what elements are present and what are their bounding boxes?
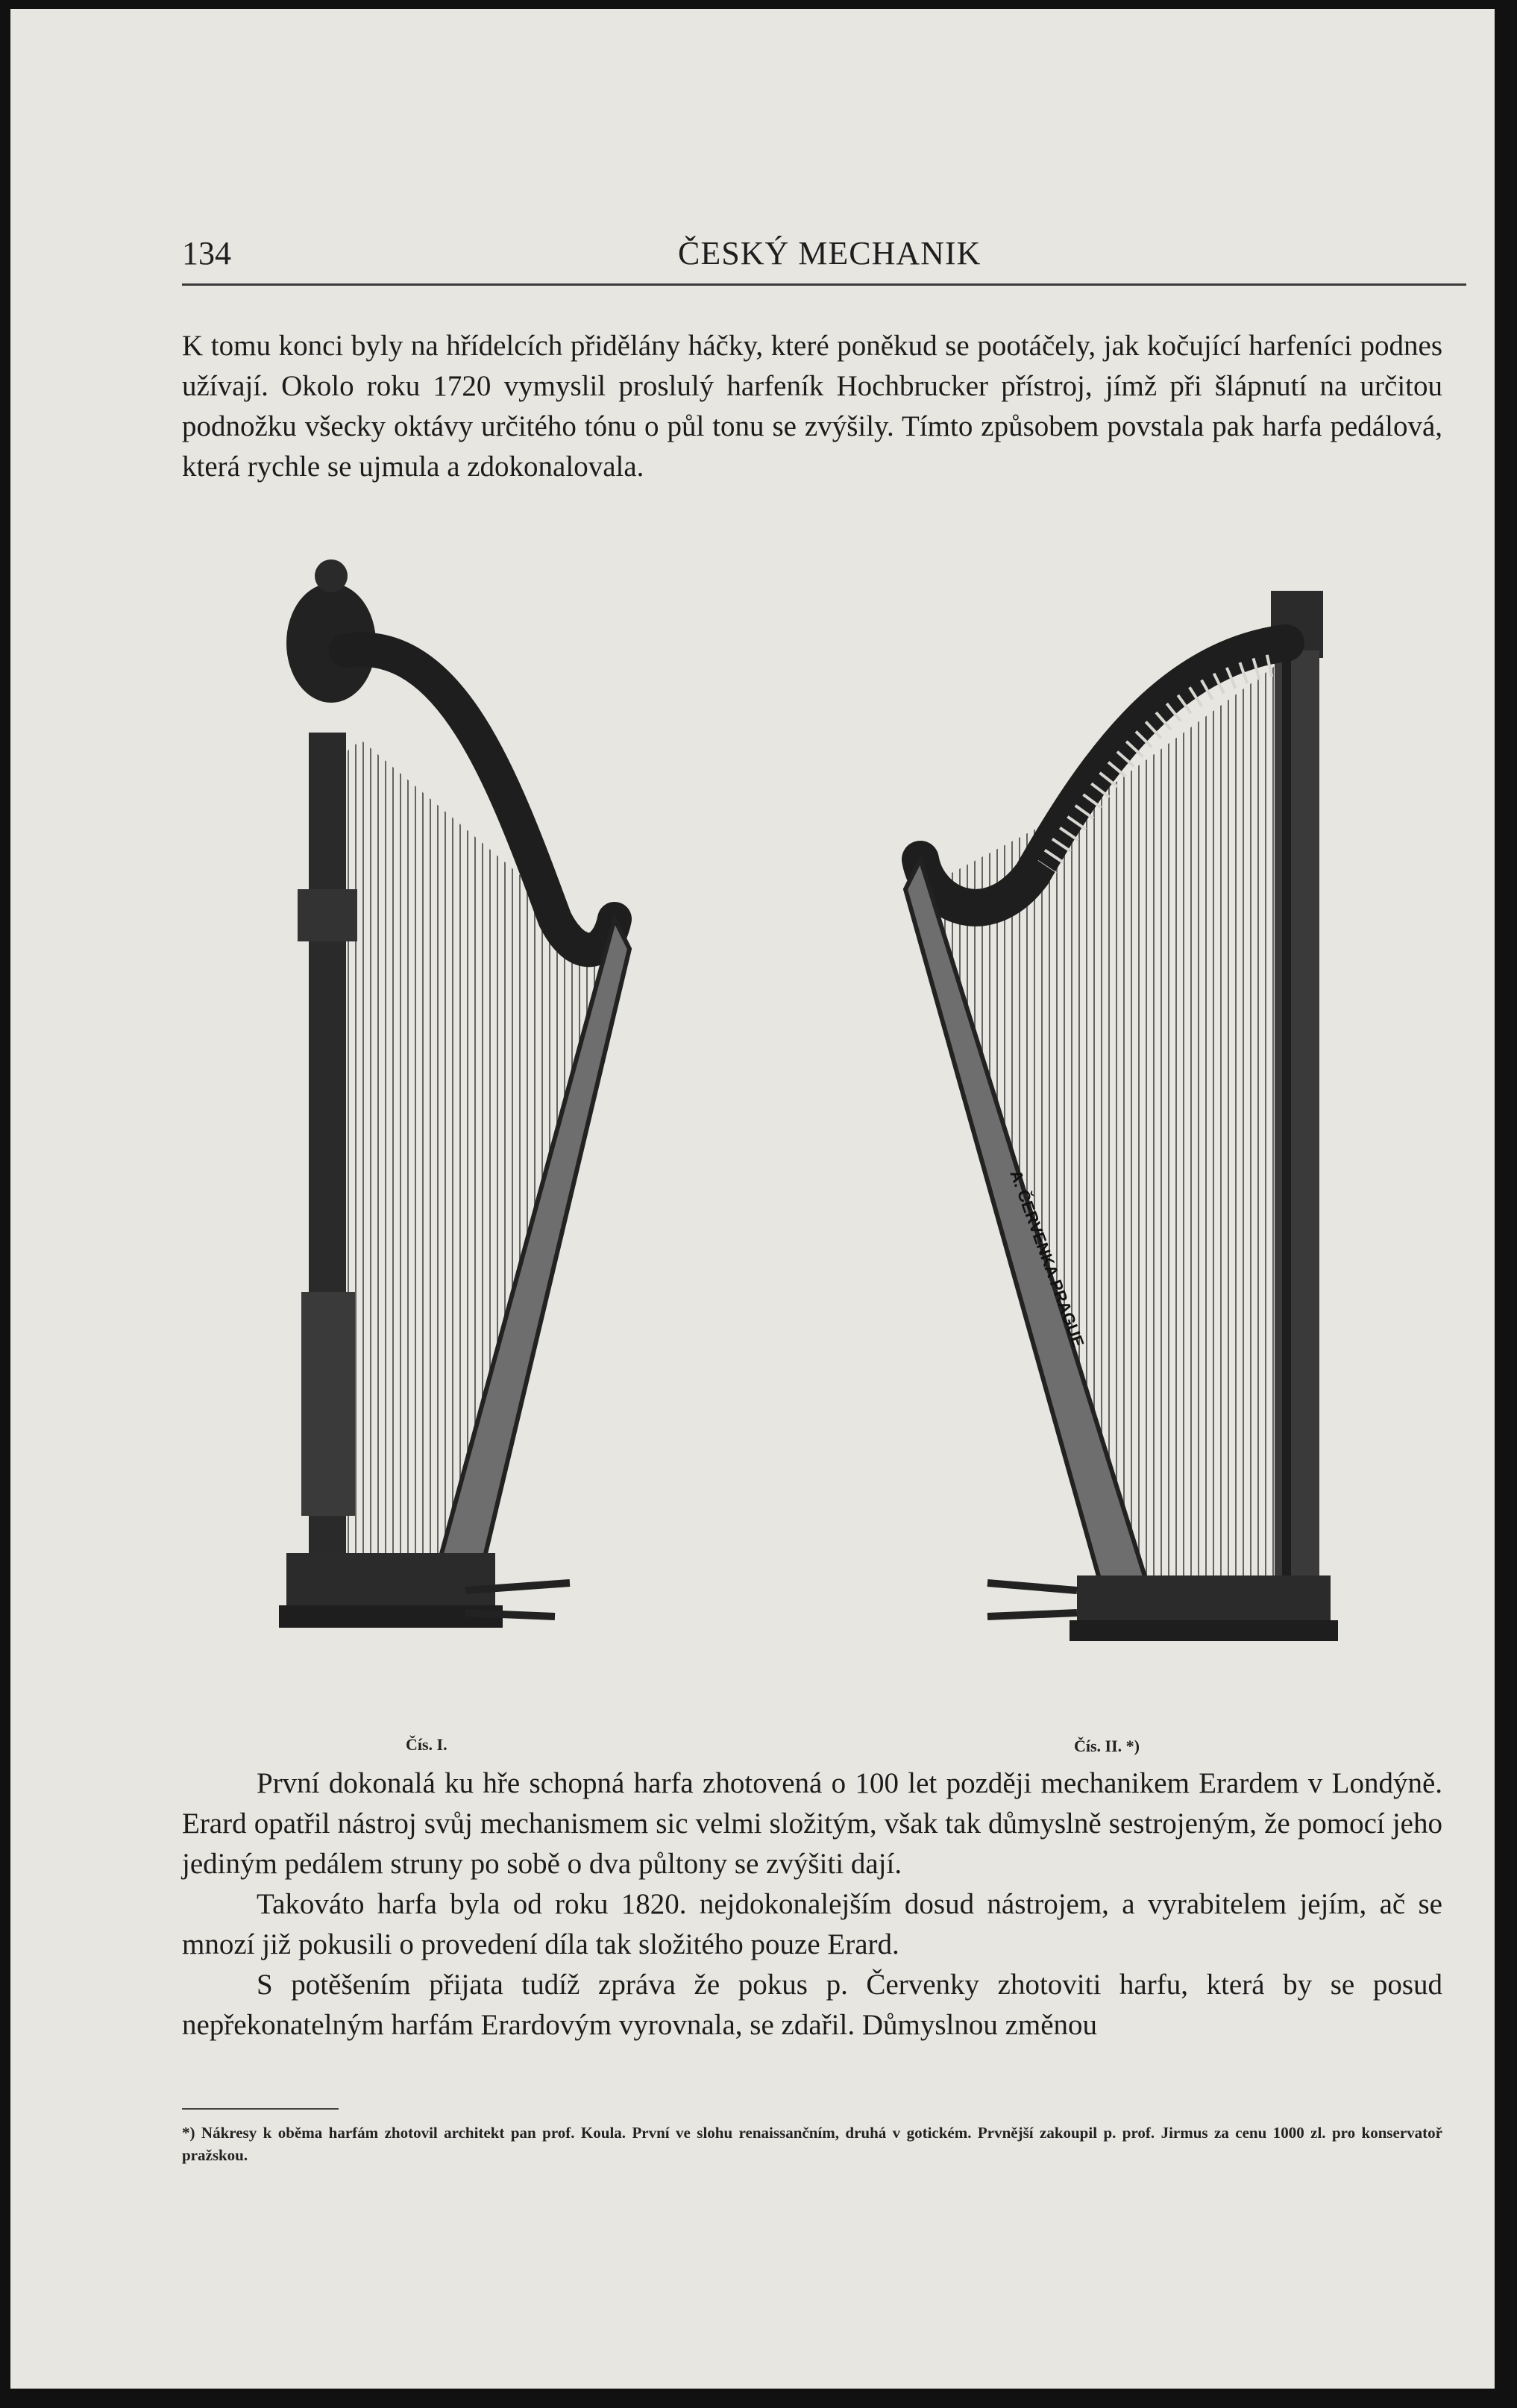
footnote: *) Nákresy k oběma harfám zhotovil architekt pan prof. Koula. První ve slohu renaissančním, druhá v gotickém. Prvnější zakoupil p. prof. Jirmus za cenu 1000 zl. pro konservatoř pražskou. xyxy=(182,2124,1442,2164)
running-title: ČESKÝ MECHANIK xyxy=(678,235,982,272)
harp-inscription: A. ČERVENKA PRAGUE xyxy=(1006,1167,1088,1350)
figure-2-harp xyxy=(898,576,1375,1725)
figure-2-caption: Čís. II. *) xyxy=(1074,1737,1140,1755)
page-number: 134 xyxy=(182,235,231,272)
intro-text: K tomu konci byly na hřídelcích přidělány háčky, které poněkud se pootáčely, jak kočující harfeníci podnes užívají. Okolo roku 1720 vymyslil proslulý harfeník Hochbrucker přístroj, jímž při šlápnutí na určitou podnožku všecky oktávy určitého tónu o půl tonu se zvýšily. Tímto způsobem povstala pak harfa pedálová, která rychle se ujmula a zdokonalovala. xyxy=(182,330,1442,483)
body-paragraph: S potěšením přijata tudíž zpráva že pokus p. Červenky zhotoviti harfu, která by se posud nepřekonatelným harfám Erardovým vyrovnala, se zdařil. Důmyslnou změnou xyxy=(182,1969,1442,2041)
figure-1-caption: Čís. I. xyxy=(406,1735,447,1754)
header-rule xyxy=(182,283,1466,286)
intro-paragraph xyxy=(182,326,1442,487)
page-header xyxy=(182,234,1465,279)
harp-illustration-renaissance xyxy=(257,531,719,1725)
body-paragraph: Takováto harfa byla od roku 1820. nejdokonalejším dosud nástrojem, a vyrabitelem jejím, ač se mnozí již pokusili o provedení díla tak složitého pouze Erard. xyxy=(182,1888,1442,1960)
figure-1-harp xyxy=(257,531,719,1725)
harp-illustration-gothic xyxy=(898,576,1375,1725)
book-page xyxy=(10,9,1495,2389)
body-text xyxy=(182,1763,1442,2045)
body-paragraph: První dokonalá ku hře schopná harfa zhotovená o 100 let později mechanikem Erardem v Londýně. Erard opatřil nástroj svůj mechanismem sic velmi složitým, však tak důmyslně sestrojeným, že pomocí jeho jediným pedálem struny po sobě o dva půltony se zvýšiti dají. xyxy=(182,1767,1442,1880)
footnote-rule xyxy=(182,2108,339,2110)
